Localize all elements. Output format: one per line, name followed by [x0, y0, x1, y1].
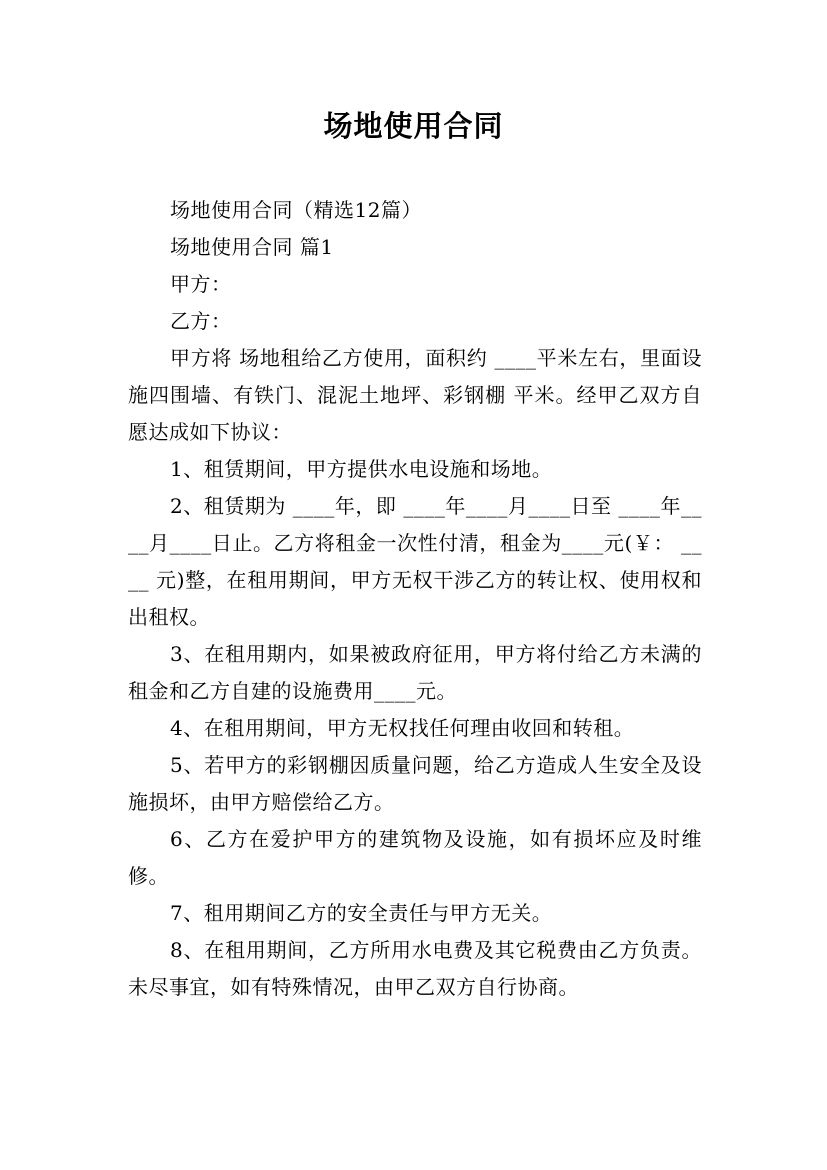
party-a-line: 甲方：: [170, 272, 232, 296]
section-heading: 场地使用合同 篇1: [170, 235, 334, 259]
clause-1: 1、租赁期间，甲方提供水电设施和场地。: [170, 457, 553, 481]
clause-3: 3、在租用期内，如果被政府征用，甲方将付给乙方未满的租金和乙方自建的设施费用____元。: [128, 642, 702, 703]
document-title: 场地使用合同: [323, 109, 504, 143]
clause-7: 7、租用期间乙方的安全责任与甲方无关。: [170, 901, 553, 925]
subtitle-paragraph: 场地使用合同（精选12篇）: [170, 198, 422, 222]
clause-5: 5、若甲方的彩钢棚因质量问题，给乙方造成人生安全及设施损坏，由甲方赔偿给乙方。: [128, 753, 702, 814]
clause-4: 4、在租用期间，甲方无权找任何理由收回和转租。: [170, 716, 635, 740]
clause-6: 6、乙方在爱护甲方的建筑物及设施，如有损坏应及时维修。: [128, 827, 702, 888]
party-b-line: 乙方：: [170, 309, 232, 333]
clause-2: 2、租赁期为 ____年，即 ____年____月____日至 ____年____月____日止。乙方将租金一次性付清，租金为____元(￥： ____ 元)整，在租用期间，甲方无权干涉乙方的转让权、使用权和出租权。: [128, 494, 702, 629]
intro-paragraph: 甲方将 场地租给乙方使用，面积约 ____平米左右，里面设施四围墙、有铁门、混泥土地坪、彩钢棚 平米。经甲乙双方自愿达成如下协议：: [128, 346, 702, 444]
document-body: [128, 192, 702, 1006]
clause-8: 8、在租用期间，乙方所用水电费及其它税费由乙方负责。未尽事宜，如有特殊情况，由甲乙双方自行协商。: [128, 938, 702, 999]
